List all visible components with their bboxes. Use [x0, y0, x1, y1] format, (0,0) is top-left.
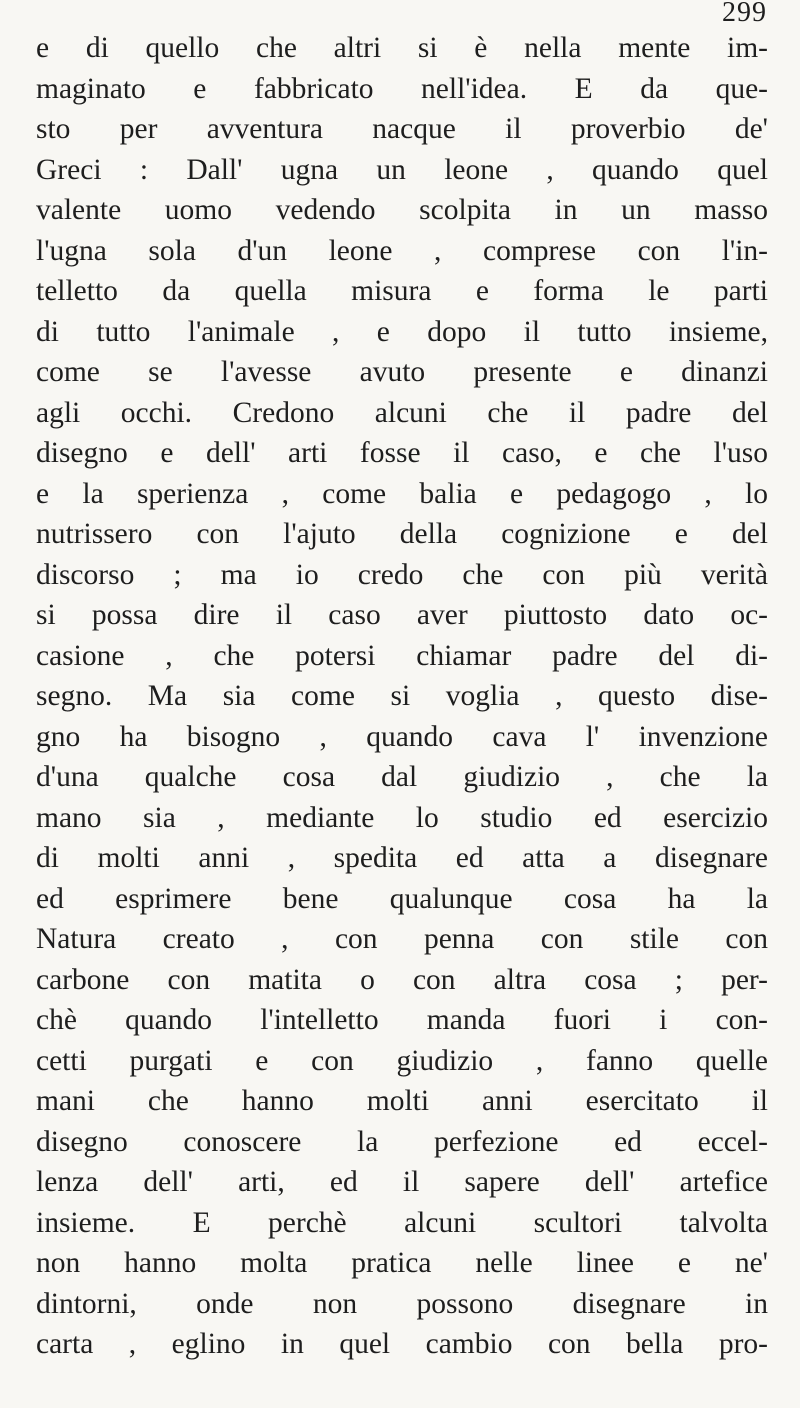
text-line: mani che hanno molti anni esercitato il	[36, 1085, 768, 1117]
text-line: discorso ; ma io credo che con più verità	[36, 558, 768, 591]
text-line: chè quando l'intelletto manda fuori i con-	[36, 1004, 768, 1036]
text-line: come se l'avesse avuto presente e dinanzi	[36, 356, 768, 388]
text-line: agli occhi. Credono alcuni che il padre del	[36, 396, 768, 429]
text-line: ed esprimere bene qualunque cosa ha la	[36, 882, 768, 915]
text-line: di tutto l'animale , e dopo il tutto insieme,	[36, 315, 768, 348]
page-number: 299	[722, 0, 767, 28]
page-body-text	[36, 28, 768, 1365]
text-line: telletto da quella misura e forma le parti	[36, 275, 768, 307]
text-line: sto per avventura nacque il proverbio de'	[36, 113, 768, 145]
text-line: casione , che potersi chiamar padre del di-	[36, 639, 768, 672]
text-line: maginato e fabbricato nell'idea. E da que-	[36, 72, 768, 105]
text-line: disegno e dell' arti fosse il caso, e che l'uso	[36, 437, 768, 469]
text-line: di molti anni , spedita ed atta a disegnare	[36, 842, 768, 874]
text-line: e la sperienza , come balia e pedagogo , lo	[36, 477, 768, 510]
text-line: mano sia , mediante lo studio ed esercizio	[36, 801, 768, 834]
text-line: e di quello che altri si è nella mente im-	[36, 32, 768, 64]
text-line: lenza dell' arti, ed il sapere dell' artefice	[36, 1166, 768, 1198]
text-line: disegno conoscere la perfezione ed eccel-	[36, 1125, 768, 1158]
text-line: valente uomo vedendo scolpita in un masso	[36, 194, 768, 226]
text-line: non hanno molta pratica nelle linee e ne'	[36, 1247, 768, 1279]
text-line: nutrissero con l'ajuto della cognizione e del	[36, 518, 768, 550]
text-line: insieme. E perchè alcuni scultori talvolta	[36, 1206, 768, 1239]
text-line: cetti purgati e con giudizio , fanno quelle	[36, 1044, 768, 1077]
text-line: dintorni, onde non possono disegnare in	[36, 1287, 768, 1320]
text-line: d'una qualche cosa dal giudizio , che la	[36, 761, 768, 793]
text-line: carta , eglino in quel cambio con bella pro-	[36, 1328, 768, 1360]
text-line: carbone con matita o con altra cosa ; per-	[36, 963, 768, 996]
text-line: segno. Ma sia come si voglia , questo dise-	[36, 680, 768, 712]
text-line: Greci : Dall' ugna un leone , quando quel	[36, 153, 768, 186]
text-line: Natura creato , con penna con stile con	[36, 923, 768, 955]
text-line: si possa dire il caso aver piuttosto dato oc-	[36, 599, 768, 631]
text-line: l'ugna sola d'un leone , comprese con l'in-	[36, 234, 768, 267]
text-line: gno ha bisogno , quando cava l' invenzione	[36, 720, 768, 753]
